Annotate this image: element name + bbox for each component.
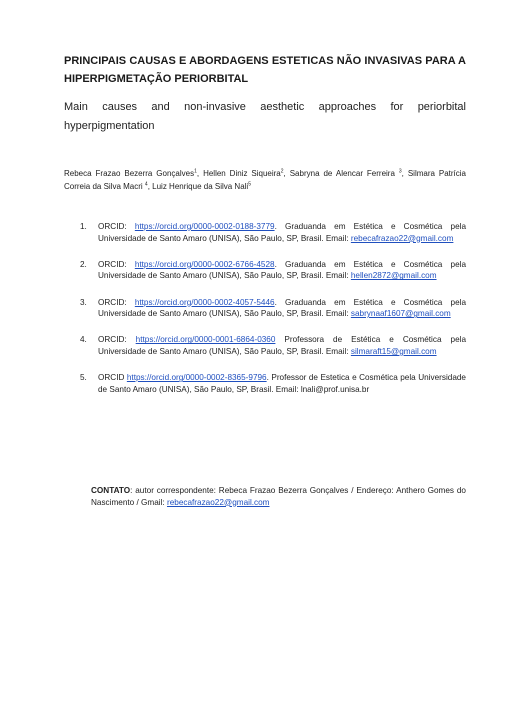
orcid-label: ORCID: [98,297,135,307]
orcid-link[interactable]: https://orcid.org/0000-0002-4057-5446 [134,297,275,307]
author-name: Sabryna de Alencar Ferreira [289,169,399,178]
author-name: Silmara Patrícia Correia da Silva Macri [64,169,467,191]
affiliation-item [80,334,466,357]
affiliation-list [80,221,466,410]
author-list: Rebeca Frazao Bezerra Gonçalves$^1$, Hellen Diniz Siqueira$^2$, Sabryna de Alencar Ferreira $^3$, Silmara Patrícia Correia da Silva Macri $^4$, Luiz Henrique da Silva Nali$^5$ [64,168,467,191]
author-mark: 5 [248,181,251,188]
contact-text: : autor correspondente: Rebeca Frazao Bezerra Gonçalves / Endereço: Anthero Gomes do Nascimento / Gmail: [91,486,466,507]
affiliation-item [80,221,466,244]
email-text: lnali@prof.unisa.br [300,384,370,394]
affiliation-text: Professora de Estética e Cosmética pela Universidade de Santo Amaro (UNISA), São Paulo, SP, Brasil. Email: [98,335,466,356]
orcid-label: ORCID: [98,335,136,345]
orcid-link[interactable]: https://orcid.org/0000-0002-0188-3779 [134,222,275,231]
author-mark: 4 [144,181,148,188]
affiliation-text: . Graduanda em Estética e Cosmética pela Universidade de Santo Amaro (UNISA), São Paulo, SP, Brasil. Email: [98,297,466,319]
affiliation-number: 3. [80,297,87,307]
author-name: Rebeca Frazao Bezerra Gonçalves [64,169,195,178]
orcid-link[interactable]: https://orcid.org/0000-0002-6766-4528 [134,259,275,269]
email-link[interactable]: rebecafrazao22@gmail.com [350,233,454,243]
author-mark: 1 [194,168,197,175]
orcid-link[interactable]: https://orcid.org/0000-0002-8365-9796 [126,373,267,383]
affiliation-number: 2. [80,259,87,269]
author-name: Luiz Henrique da Silva Nali [152,182,249,191]
paper-title: PRINCIPAIS CAUSAS E ABORDAGENS ESTETICAS NÃO INVASIVAS PARA A HIPERPIGMETAÇÃO PERIORBITAL [64,55,466,85]
orcid-label: ORCID: [98,222,135,231]
affiliation-item [80,297,466,320]
contact-label: CONTATO [91,486,131,495]
paper-subtitle: Main causes and non-invasive aesthetic approaches for periorbital hyperpigmentation [64,101,466,132]
affiliation-item [80,372,466,395]
contact-info [91,485,466,508]
affiliation-text: . Professor de Estetica e Cosmética pela Universidade de Santo Amaro (UNISA), São Paulo, SP, Brasil. Email: [98,373,466,394]
email-link[interactable]: hellen2872@gmail.com [350,271,437,281]
author-mark: 3 [398,168,402,175]
affiliation-number: 4. [80,335,87,345]
affiliation-number: 5. [80,373,87,383]
author-mark: 2 [280,168,284,175]
affiliation-text: . Graduanda em Estética e Cosmética pela Universidade de Santo Amaro (UNISA), São Paulo, SP, Brasil. Email: [98,222,466,243]
affiliation-item [80,259,466,282]
orcid-label: ORCID [98,373,127,383]
author-name: Hellen Diniz Siqueira [203,169,281,178]
affiliation-number: 1. [80,222,87,231]
email-link[interactable]: sabrynaaf1607@gmail.com [350,309,451,319]
orcid-link[interactable]: https://orcid.org/0000-0001-6864-0360 [135,335,276,345]
orcid-label: ORCID: [98,259,135,269]
email-link[interactable]: silmaraft15@gmail.com [350,346,437,356]
contact-email-link[interactable]: rebecafrazao22@gmail.com [166,497,270,507]
affiliation-text: . Graduanda em Estética e Cosmética pela Universidade de Santo Amaro (UNISA), São Paulo, SP, Brasil. Email: [98,259,466,281]
